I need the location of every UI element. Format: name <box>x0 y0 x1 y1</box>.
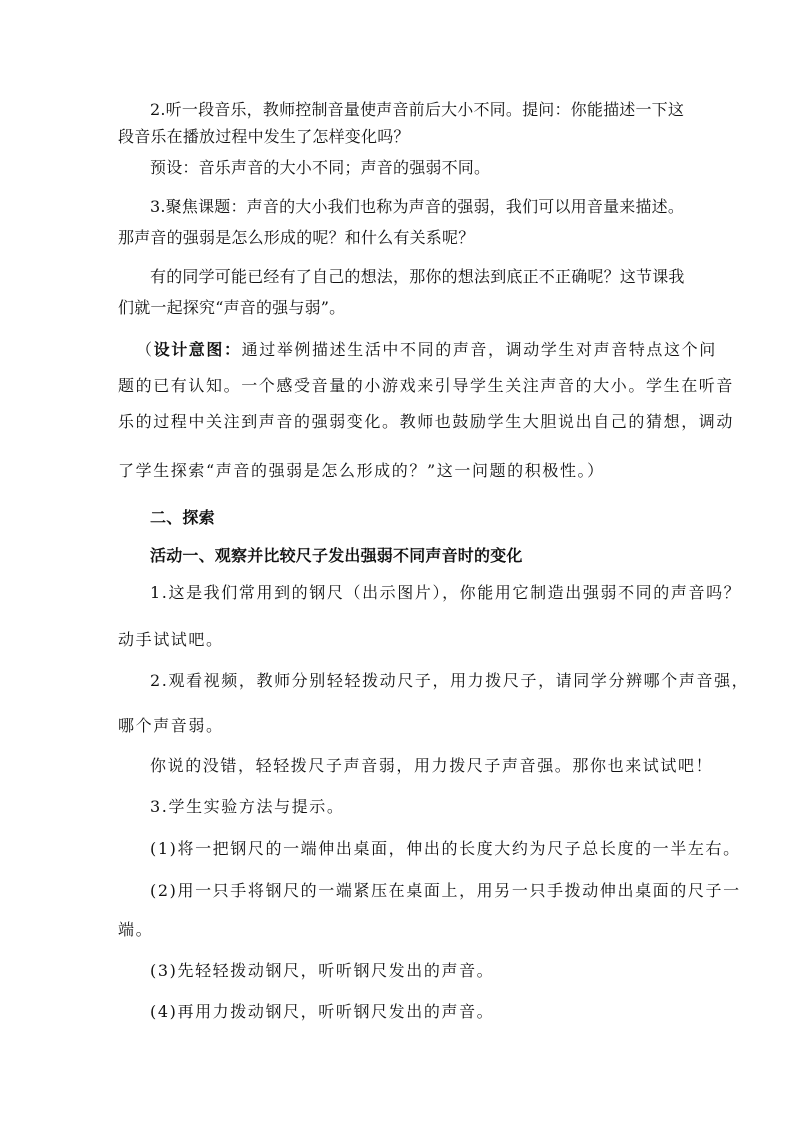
design-intent-text: 通过举例描述生活中不同的声音，调动学生对声音特点这个问 <box>241 340 717 359</box>
design-intent-label: 设计意图： <box>153 340 242 359</box>
activity-item-2-line-2: 哪个声音弱。 <box>118 716 224 735</box>
section-heading: 二、探索 <box>150 508 215 527</box>
paragraph-4-line-1: 有的同学可能已经有了自己的想法，那你的想法到底正不正确呢？这节课我 <box>150 267 685 286</box>
design-intent-line-2: 题的已有认知。一个感受音量的小游戏来引导学生关注声音的大小。学生在听音 <box>118 376 735 395</box>
experiment-step-3: (3)先轻轻拨动钢尺，听听钢尺发出的声音。 <box>150 961 495 980</box>
paragraph-2: 预设：音乐声音的大小不同；声音的强弱不同。 <box>150 158 491 177</box>
design-intent-line-1 <box>136 339 717 361</box>
paragraph-3-line-1: 3.聚焦课题：声音的大小我们也称为声音的强弱，我们可以用音量来描述。 <box>150 197 685 216</box>
paragraph-4-line-2: 们就一起探究“声音的强与弱”。 <box>118 298 346 317</box>
experiment-step-1: (1)将一把钢尺的一端伸出桌面，伸出的长度大约为尺子总长度的一半左右。 <box>150 839 741 858</box>
paragraph-1-line-1: 2.听一段音乐，教师控制音量使声音前后大小不同。提问：你能描述一下这 <box>150 100 685 119</box>
experiment-step-4: (4)再用力拨动钢尺，听听钢尺发出的声音。 <box>150 1002 495 1021</box>
paragraph-1-line-2: 段音乐在播放过程中发生了怎样变化吗？ <box>118 127 410 146</box>
activity-feedback: 你说的没错，轻轻拨尺子声音弱，用力拨尺子声音强。那你也来试试吧！ <box>150 756 714 775</box>
activity-item-1-line-1: 1.这是我们常用到的钢尺（出示图片），你能用它制造出强弱不同的声音吗？ <box>150 583 742 602</box>
activity-item-1-line-2: 动手试试吧。 <box>118 630 224 649</box>
design-intent-line-3: 乐的过程中关注到声音的强弱变化。教师也鼓励学生大胆说出自己的猜想，调动 <box>118 412 735 431</box>
design-intent-open-paren: （ <box>136 340 154 359</box>
activity-item-2-line-1: 2.观看视频，教师分别轻轻拨动尺子，用力拨尺子，请同学分辨哪个声音强， <box>150 671 750 690</box>
design-intent-line-4: 了学生探索“声音的强弱是怎么形成的？”这一问题的积极性。） <box>118 461 605 480</box>
experiment-step-2-line-2: 端。 <box>118 920 154 939</box>
experiment-heading: 3.学生实验方法与提示。 <box>150 797 345 816</box>
paragraph-3-line-2: 那声音的强弱是怎么形成的呢？和什么有关系呢？ <box>118 228 475 247</box>
experiment-step-2-line-1: (2)用一只手将钢尺的一端紧压在桌面上，用另一只手拨动伸出桌面的尺子一 <box>150 881 741 900</box>
activity-heading: 活动一、观察并比较尺子发出强弱不同声音时的变化 <box>150 546 523 565</box>
